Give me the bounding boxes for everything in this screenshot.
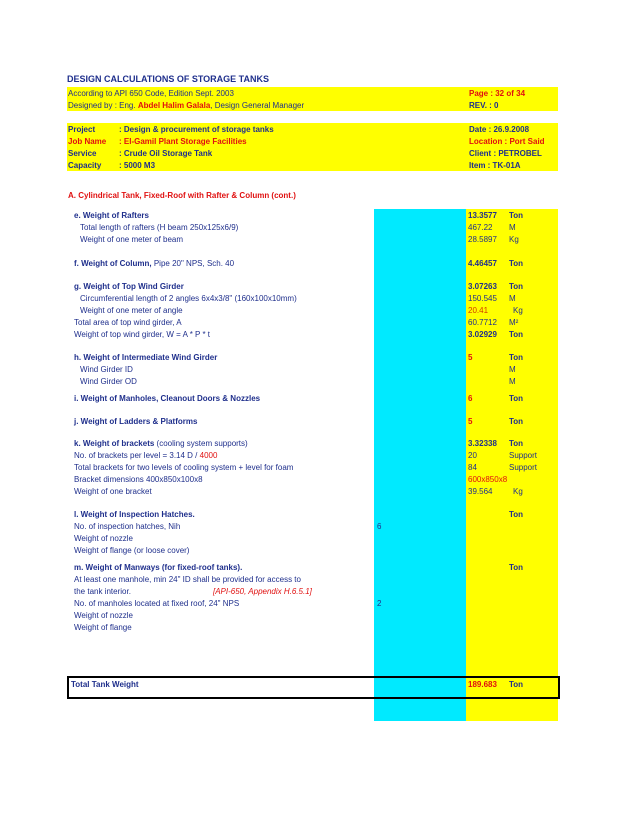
top-girder-length-row — [0, 293, 638, 305]
girder-od-row — [0, 376, 638, 388]
section-title: A. Cylindrical Tank, Fixed-Roof with Rafter & Column (cont.) — [68, 191, 296, 200]
rafters-value: 13.3577 — [468, 211, 497, 220]
manways-count-input[interactable]: 2 — [377, 599, 382, 608]
total-weight-label: Total Tank Weight — [71, 680, 139, 689]
brackets-per-level-label — [74, 450, 217, 462]
column-heading-rest: Pipe 20" NPS, Sch. 40 — [151, 259, 235, 268]
manways-requirement-label: At least one manhole, min 24" ID shall be provided for access to — [74, 575, 301, 584]
manways-nozzle-label: Weight of nozzle — [74, 611, 133, 620]
brackets-per-level-prefix: No. of brackets per level = 3.14 D / — [74, 451, 200, 460]
inspection-nozzle-row — [0, 533, 638, 545]
total-weight-unit: Ton — [509, 680, 524, 689]
manways-count-row — [0, 598, 638, 610]
rafters-heading-row — [0, 210, 638, 222]
manways-api-reference: [API-650, Appendix H.6.5.1] — [213, 587, 312, 596]
top-girder-value: 3.07263 — [468, 282, 497, 291]
top-girder-weight-value: 3.02929 — [468, 330, 497, 339]
designer-role: , Design General Manager — [210, 101, 305, 110]
rafters-length-unit: M — [509, 223, 516, 232]
total-weight-value: 189.683 — [468, 680, 497, 689]
top-girder-unit: Ton — [509, 282, 524, 291]
ladders-heading: j. Weight of Ladders & Platforms — [74, 417, 198, 426]
page-number: Page : 32 of 34 — [469, 89, 526, 98]
capacity-label: Capacity — [68, 161, 102, 170]
designer-line — [68, 101, 304, 110]
brackets-value: 3.32338 — [468, 439, 497, 448]
rafters-beam-weight-value: 28.5897 — [468, 235, 497, 244]
brackets-total-label: Total brackets for two levels of cooling system + level for foam — [74, 463, 294, 472]
column-row — [0, 258, 638, 270]
designer-name: Abdel Halim Galala — [137, 101, 211, 110]
inspection-unit: Ton — [509, 510, 524, 519]
designer-prefix: Designed by : Eng. — [68, 101, 138, 110]
top-girder-angle-weight-label: Weight of one meter of angle — [80, 306, 183, 315]
rafters-length-value: 467.22 — [468, 223, 493, 232]
job-label: Job Name — [68, 137, 107, 146]
top-girder-heading-row — [0, 281, 638, 293]
inspection-count-row — [0, 521, 638, 533]
brackets-total-value: 84 — [468, 463, 477, 472]
top-girder-heading: g. Weight of Top Wind Girder — [74, 282, 184, 291]
bracket-weight-value: 39.564 — [468, 487, 493, 496]
brackets-heading-rest: (cooling system supports) — [154, 439, 248, 448]
brackets-heading — [74, 438, 248, 450]
top-girder-weight-row — [0, 329, 638, 341]
project-value: : Design & procurement of storage tanks — [119, 125, 274, 134]
top-girder-angle-weight-row — [0, 305, 638, 317]
top-girder-area-label: Total area of top wind girder, A — [74, 318, 182, 327]
brackets-per-level-unit: Support — [509, 451, 538, 460]
manways-access-row — [0, 586, 638, 598]
manholes-unit: Ton — [509, 394, 524, 403]
top-girder-weight-label: Weight of top wind girder, W = A * P * t — [74, 330, 210, 339]
revision: REV. : 0 — [469, 101, 499, 110]
ladders-row — [0, 416, 638, 428]
girder-id-row — [0, 364, 638, 376]
intermediate-girder-value: 5 — [468, 353, 473, 362]
top-girder-area-value: 60.7712 — [468, 318, 497, 327]
manholes-row — [0, 393, 638, 405]
column-heading-bold: f. Weight of Column, — [74, 259, 152, 268]
intermediate-girder-heading-row — [0, 352, 638, 364]
service-value: : Crude Oil Storage Tank — [119, 149, 213, 158]
project-label: Project — [68, 125, 96, 134]
inspection-heading: l. Weight of Inspection Hatches. — [74, 510, 195, 519]
inspection-nozzle-label: Weight of nozzle — [74, 534, 133, 543]
brackets-heading-row — [0, 438, 638, 450]
column-value: 4.46457 — [468, 259, 497, 268]
brackets-dimensions-value: 600x850x8 — [468, 475, 508, 484]
intermediate-girder-unit: Ton — [509, 353, 524, 362]
top-girder-angle-weight-value: 20.41 — [468, 306, 489, 315]
ladders-unit: Ton — [509, 417, 524, 426]
total-weight-row — [0, 679, 638, 691]
manways-heading: m. Weight of Manways (for fixed-roof tanks). — [74, 563, 243, 572]
top-girder-length-label: Circumferential length of 2 angles 6x4x3/8" (160x100x10mm) — [80, 294, 297, 303]
manways-requirement-row — [0, 574, 638, 586]
manholes-value: 6 — [468, 394, 473, 403]
intermediate-girder-heading: h. Weight of Intermediate Wind Girder — [74, 353, 218, 362]
rafters-unit: Ton — [509, 211, 524, 220]
item-field: Item : TK-01A — [469, 161, 521, 170]
document-title: DESIGN CALCULATIONS OF STORAGE TANKS — [67, 74, 270, 84]
brackets-heading-bold: k. Weight of brackets — [74, 439, 155, 448]
brackets-unit: Ton — [509, 439, 524, 448]
brackets-per-level-divisor: 4000 — [199, 451, 218, 460]
rafters-length-label: Total length of rafters (H beam 250x125x6/9) — [80, 223, 239, 232]
top-girder-area-row — [0, 317, 638, 329]
top-girder-length-value: 150.545 — [468, 294, 497, 303]
inspection-flange-label: Weight of flange (or loose cover) — [74, 546, 190, 555]
girder-id-unit: M — [509, 365, 516, 374]
manways-count-label: No. of manholes located at fixed roof, 24" NPS — [74, 599, 240, 608]
brackets-per-level-row — [0, 450, 638, 462]
date-field: Date : 26.9.2008 — [469, 125, 530, 134]
manways-flange-row — [0, 622, 638, 634]
top-girder-area-unit: M² — [509, 318, 519, 327]
job-value: : El-Gamil Plant Storage Facilities — [119, 137, 247, 146]
brackets-total-row — [0, 462, 638, 474]
brackets-total-unit: Support — [509, 463, 538, 472]
girder-od-unit: M — [509, 377, 516, 386]
rafters-beam-weight-label: Weight of one meter of beam — [80, 235, 184, 244]
code-reference: According to API 650 Code, Edition Sept. 2003 — [68, 89, 234, 98]
manways-access-label: the tank interior. — [74, 587, 131, 596]
inspection-count-label: No. of inspection hatches, Nih — [74, 522, 181, 531]
column-unit: Ton — [509, 259, 524, 268]
manways-unit: Ton — [509, 563, 524, 572]
top-girder-weight-unit: Ton — [509, 330, 524, 339]
girder-od-label: Wind Girder OD — [80, 377, 137, 386]
ladders-value: 5 — [468, 417, 473, 426]
inspection-heading-row — [0, 509, 638, 521]
rafters-beam-weight-row — [0, 234, 638, 246]
manways-flange-label: Weight of flange — [74, 623, 132, 632]
inspection-count-input[interactable]: 6 — [377, 522, 382, 531]
rafters-length-row — [0, 222, 638, 234]
client-field: Client : PETROBEL — [469, 149, 542, 158]
manways-nozzle-row — [0, 610, 638, 622]
rafters-beam-weight-unit: Kg — [509, 235, 519, 244]
brackets-dimensions-label: Bracket dimensions 400x850x100x8 — [74, 475, 203, 484]
top-girder-angle-weight-unit: Kg — [513, 306, 523, 315]
girder-id-label: Wind Girder ID — [80, 365, 133, 374]
inspection-flange-row — [0, 545, 638, 557]
capacity-value: : 5000 M3 — [119, 161, 156, 170]
bracket-weight-unit: Kg — [513, 487, 523, 496]
bracket-weight-label: Weight of one bracket — [74, 487, 152, 496]
bracket-weight-row — [0, 486, 638, 498]
location-field: Location : Port Said — [469, 137, 545, 146]
column-heading — [74, 258, 234, 270]
brackets-per-level-value: 20 — [468, 451, 477, 460]
top-girder-length-unit: M — [509, 294, 516, 303]
brackets-dimensions-row — [0, 474, 638, 486]
manways-heading-row — [0, 562, 638, 574]
manholes-heading: i. Weight of Manholes, Cleanout Doors & Nozzles — [74, 394, 261, 403]
rafters-heading: e. Weight of Rafters — [74, 211, 149, 220]
service-label: Service — [68, 149, 97, 158]
